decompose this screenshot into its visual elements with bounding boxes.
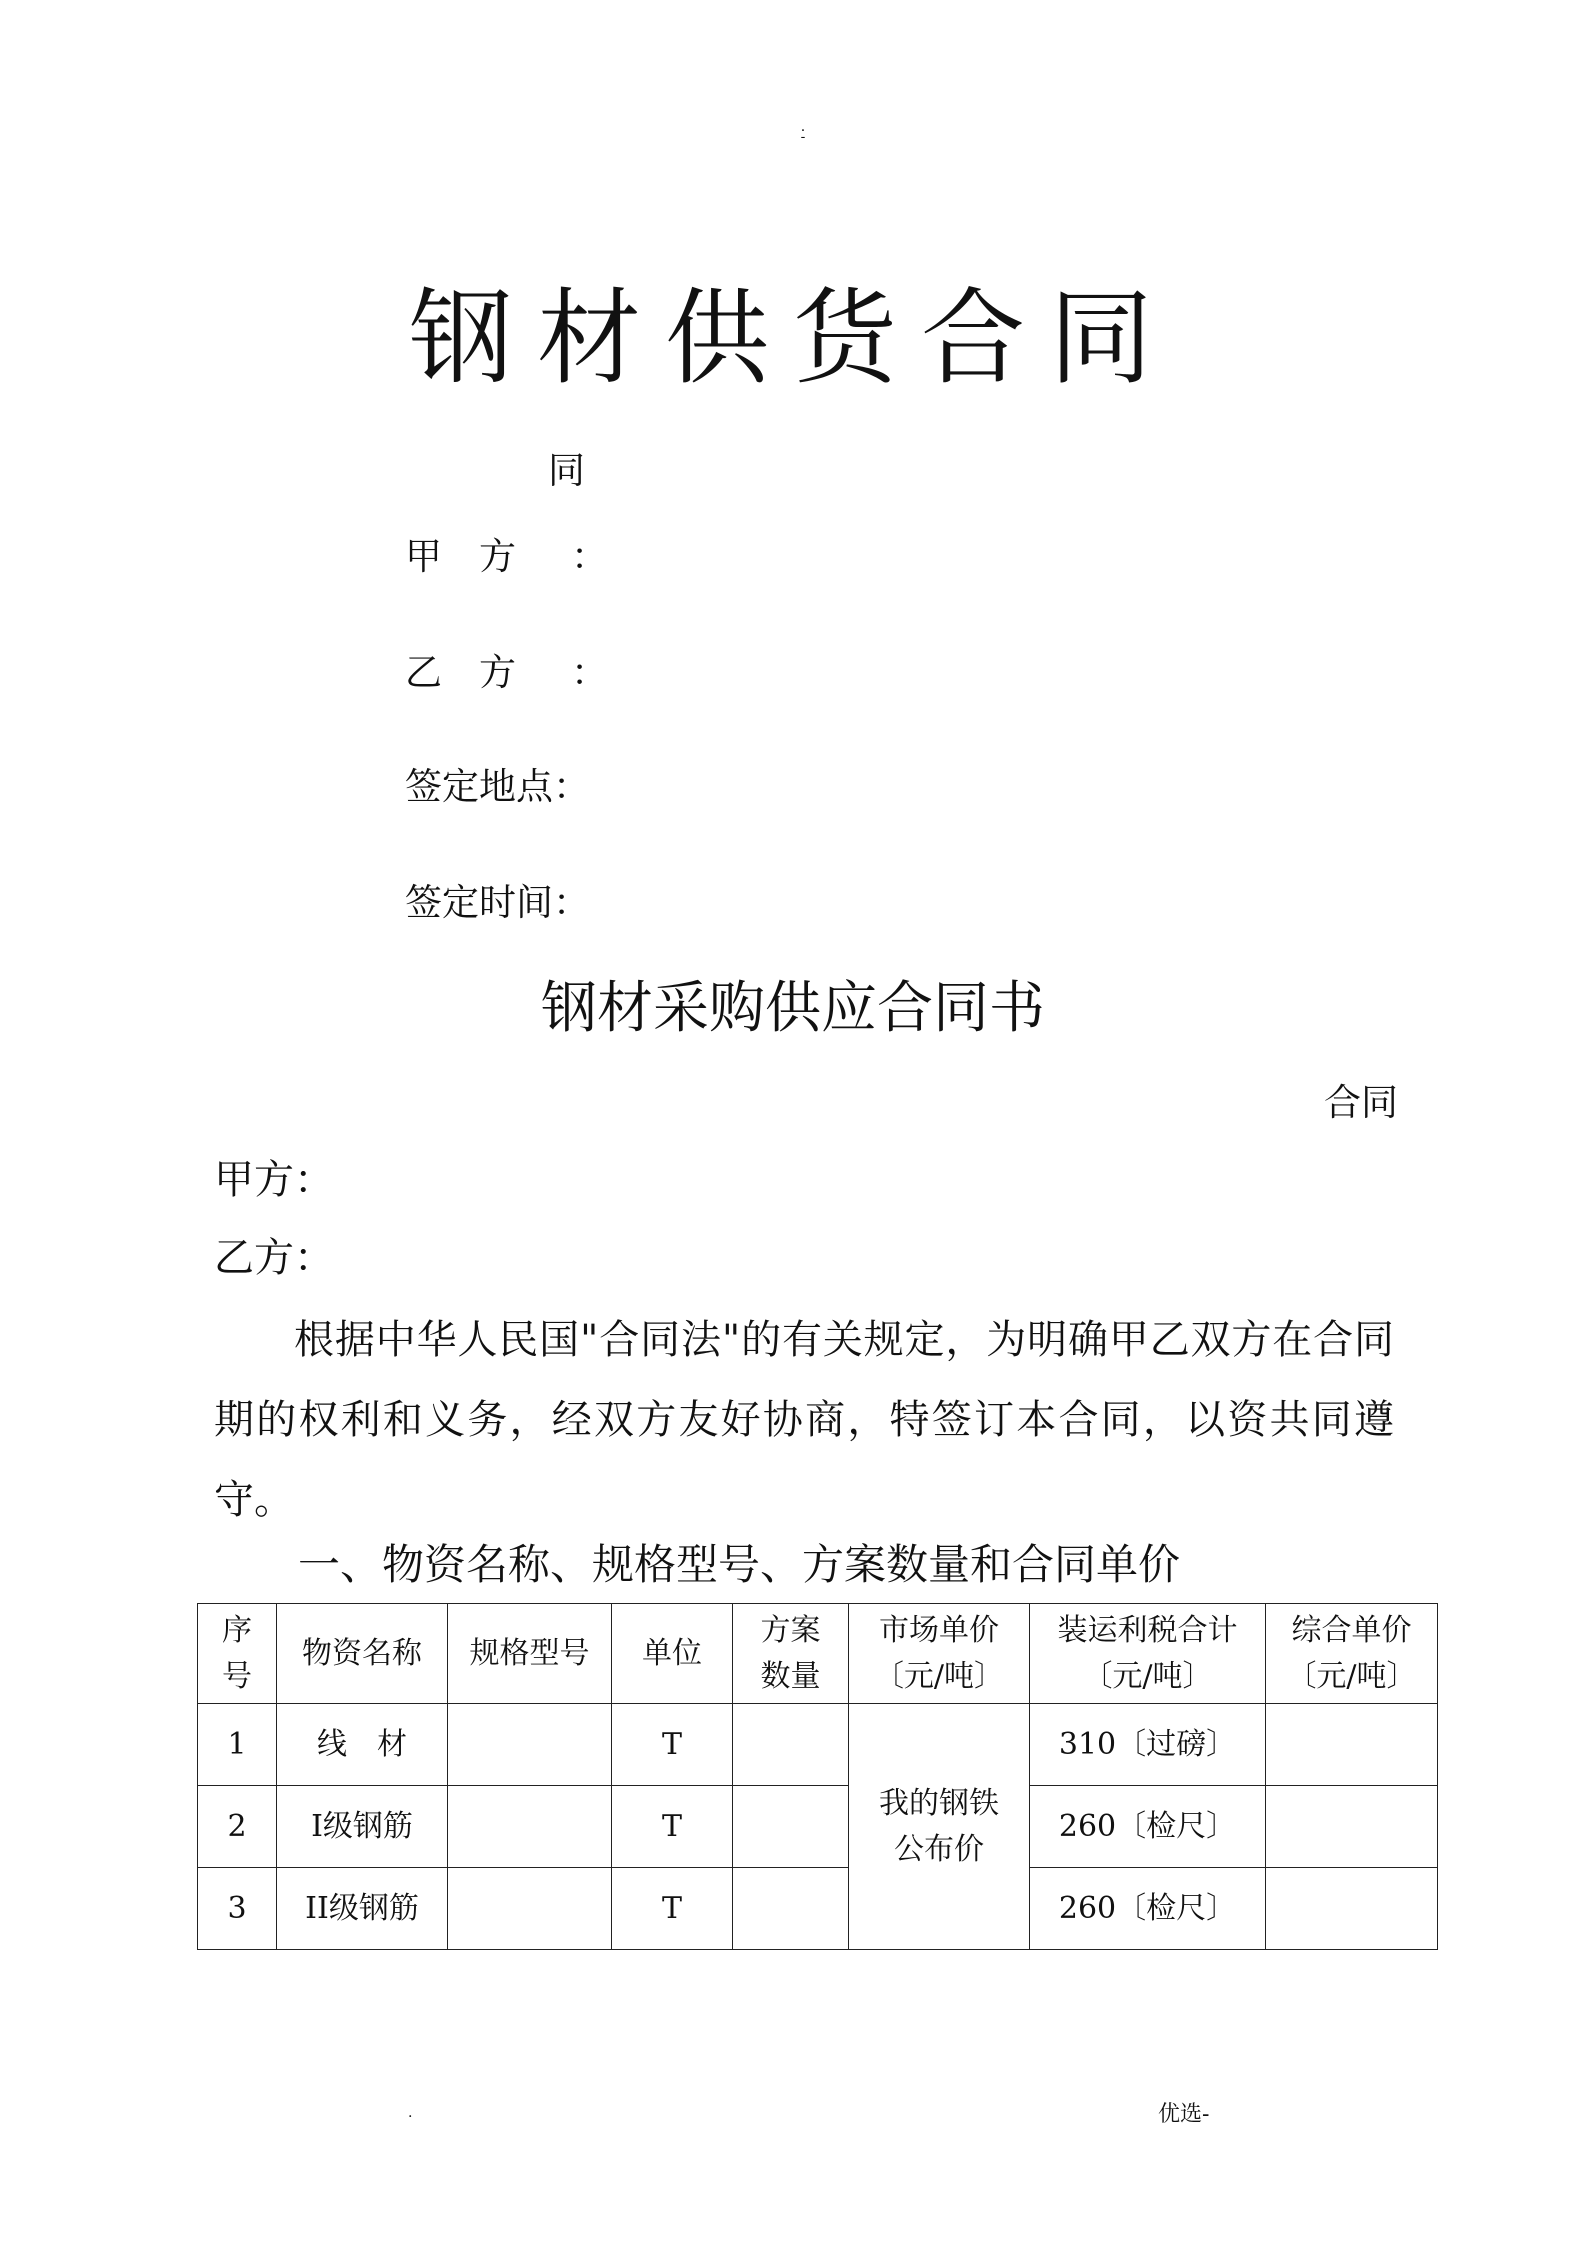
header-mark: . - — [800, 119, 806, 145]
cell-spec — [448, 1868, 612, 1950]
footer-text: 优选- — [1158, 2102, 1210, 2127]
cell-qty — [733, 1868, 849, 1950]
cell-unit: T — [612, 1786, 733, 1868]
cell-freight-tax: 310〔过磅〕 — [1030, 1704, 1266, 1786]
party-a-label: 甲方： — [214, 1157, 334, 1203]
cover-party-a-field — [405, 535, 608, 578]
header-spec: 规格型号 — [448, 1604, 612, 1704]
goods-table — [197, 1603, 1438, 1950]
cover-party-b-label: 乙 方 — [405, 651, 516, 694]
cell-spec — [448, 1786, 612, 1868]
cell-market-price: 我的钢铁公布价 — [849, 1704, 1030, 1950]
cell-qty — [733, 1704, 849, 1786]
cover-time-label: 签定时间 — [405, 881, 553, 924]
section-1-heading: 一、物资名称、规格型号、方案数量和合同单价 — [298, 1540, 1181, 1589]
cell-name: II级钢筋 — [277, 1868, 448, 1950]
header-freight-tax: 装运利税合计〔元/吨〕 — [1030, 1604, 1266, 1704]
header-qty: 方案数量 — [733, 1604, 849, 1704]
header-no: 序号 — [198, 1604, 277, 1704]
footer-dot: . — [408, 2105, 413, 2121]
cover-title: 钢材供货合同 — [408, 277, 1177, 399]
cell-unit-price — [1266, 1786, 1438, 1868]
cover-place-label: 签定地点 — [405, 765, 553, 808]
cell-name: 线 材 — [277, 1704, 448, 1786]
cell-spec — [448, 1704, 612, 1786]
table-row — [198, 1868, 1438, 1950]
cover-time-field — [405, 881, 590, 924]
contract-title: 钢材采购供应合同书 — [541, 976, 1045, 1041]
contract-header-right: 合同 — [1324, 1081, 1398, 1124]
cell-name: I级钢筋 — [277, 1786, 448, 1868]
cell-unit: T — [612, 1868, 733, 1950]
table-header-row — [198, 1604, 1438, 1704]
cover-party-b-colon: ： — [571, 651, 608, 694]
cell-unit-price — [1266, 1704, 1438, 1786]
header-name: 物资名称 — [277, 1604, 448, 1704]
cover-party-b-field — [405, 651, 608, 694]
cell-unit-price — [1266, 1868, 1438, 1950]
cover-party-a-label: 甲 方 — [405, 535, 516, 578]
header-unit: 单位 — [612, 1604, 733, 1704]
cell-no: 3 — [198, 1868, 277, 1950]
table-row — [198, 1704, 1438, 1786]
cell-no: 1 — [198, 1704, 277, 1786]
cell-freight-tax: 260〔检尺〕 — [1030, 1786, 1266, 1868]
header-unit-price: 综合单价〔元/吨〕 — [1266, 1604, 1438, 1704]
table-row — [198, 1786, 1438, 1868]
cell-no: 2 — [198, 1786, 277, 1868]
party-b-label: 乙方： — [214, 1235, 334, 1281]
cover-place-field — [405, 765, 590, 808]
cell-qty — [733, 1786, 849, 1868]
cover-time-colon: ： — [553, 881, 590, 924]
preamble-paragraph: 根据中华人民国"合同法"的有关规定，为明确甲乙双方在合同期的权利和义务，经双方友好协商，特签订本合同，以资共同遵守。 — [214, 1317, 1394, 1523]
header-market-price: 市场单价〔元/吨〕 — [849, 1604, 1030, 1704]
cell-unit: T — [612, 1704, 733, 1786]
cover-tong-text: 同 — [548, 449, 585, 492]
cell-freight-tax: 260〔检尺〕 — [1030, 1868, 1266, 1950]
cover-place-colon: ： — [553, 765, 590, 808]
cover-party-a-colon: ： — [571, 535, 608, 578]
